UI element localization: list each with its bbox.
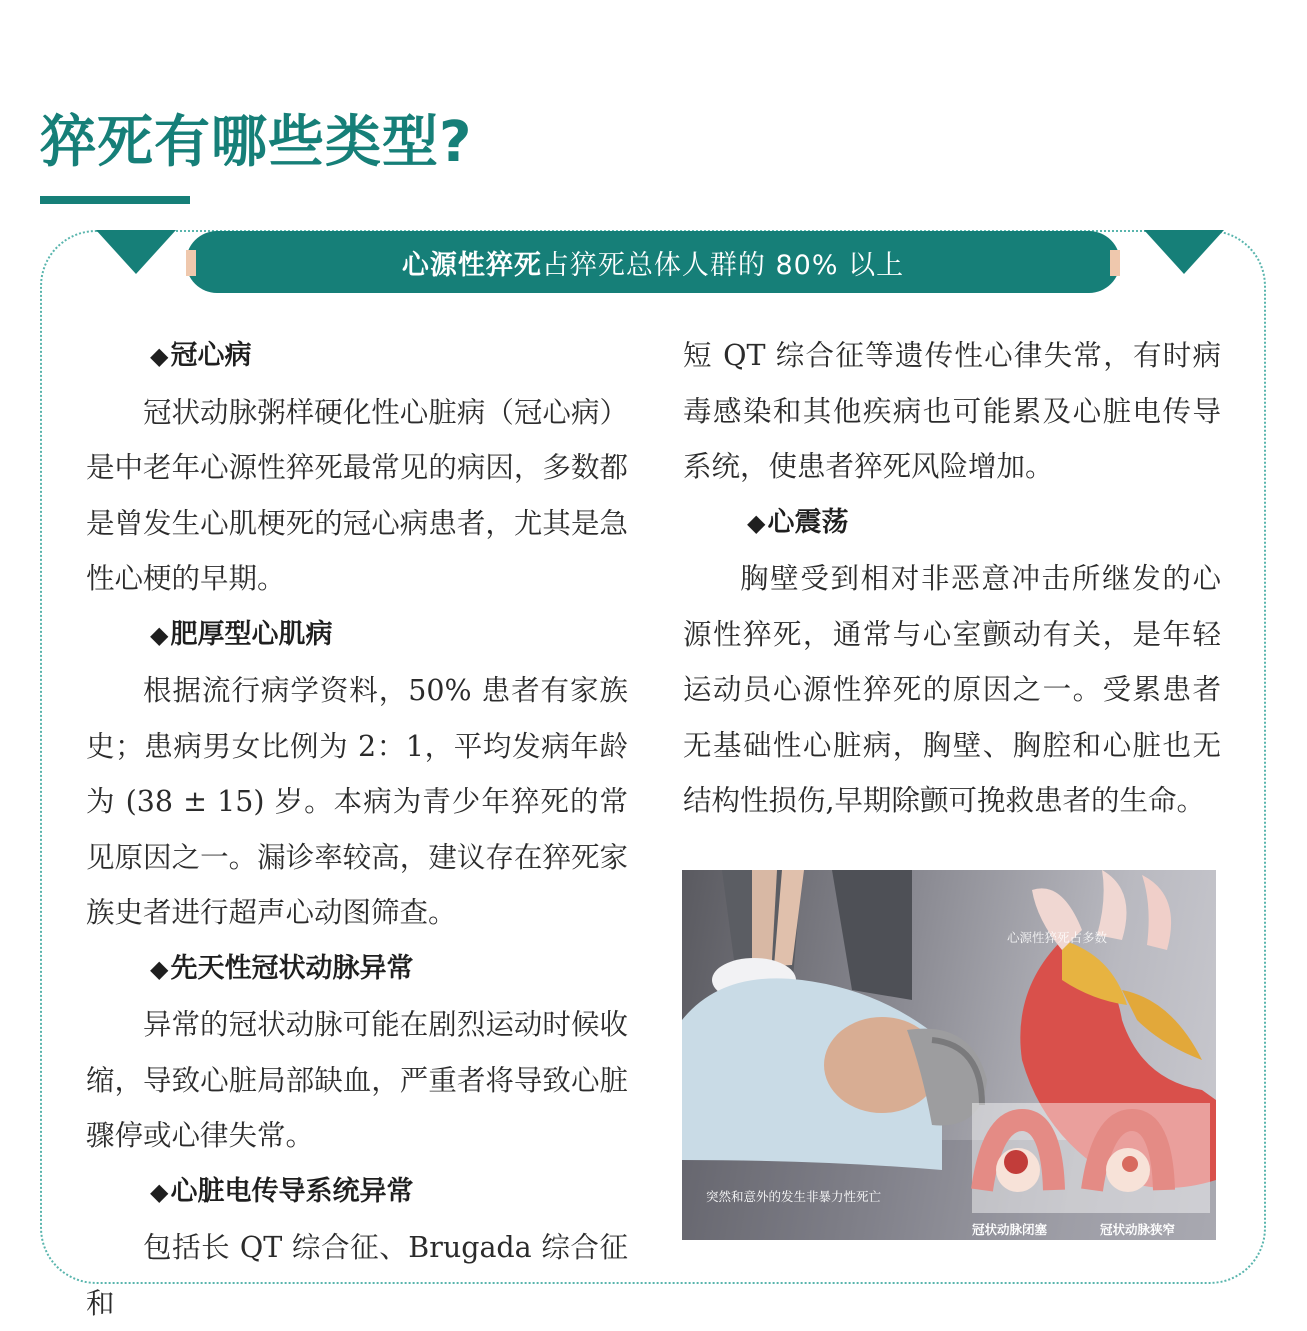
banner-emphasis: 心源性猝死 bbox=[401, 249, 542, 281]
right-column bbox=[683, 328, 1221, 829]
section-paragraph: 冠状动脉粥样硬化性心脏病（冠心病）是中老年心源性猝死最常见的病因，多数都是曾发生心肌梗死的冠心病患者，尤其是急性心梗的早期。 bbox=[86, 395, 628, 595]
banner-tab-right bbox=[1110, 250, 1120, 276]
banner-tab-left bbox=[186, 250, 196, 276]
section-paragraph: 胸壁受到相对非恶意冲击所继发的心源性猝死，通常与心室颤动有关，是年轻运动员心源性猝死的原因之一。受累患者无基础性心脏病，胸壁、胸腔和心脏也无结构性损伤,早期除颤可挽救患者的生命。 bbox=[683, 562, 1221, 817]
diamond-bullet-icon: ◆ bbox=[747, 508, 766, 537]
illustration-art bbox=[682, 870, 1216, 1240]
title-underline bbox=[40, 196, 190, 204]
section-paragraph: 根据流行病学资料，50% 患者有家族史；患病男女比例为 2：1，平均发病年龄为 (38 ± 15) 岁。本病为青少年猝死的常见原因之一。漏诊率较高，建议存在猝死家族史者进行超声心动图筛查。 bbox=[86, 674, 628, 929]
section-heading: ◆心脏电传导系统异常 bbox=[150, 1175, 414, 1207]
figure-label-main: 突然和意外的发生非暴力性死亡 bbox=[706, 1189, 882, 1204]
section-heading: ◆冠心病 bbox=[150, 340, 252, 371]
figure-label-top: 心源性猝死占多数 bbox=[1007, 930, 1108, 945]
section-paragraph: 异常的冠状动脉可能在剧烈运动时候收缩，导致心脏局部缺血，严重者将导致心脏骤停或心律失常。 bbox=[86, 1008, 628, 1152]
triangle-left-icon bbox=[96, 230, 176, 274]
section-paragraph-continued: 短 QT 综合征等遗传性心律失常，有时病毒感染和其他疾病也可能累及心脏电传导系统，使患者猝死风险增加。 bbox=[683, 339, 1221, 483]
banner-text: 占猝死总体人群的 80% 以上 bbox=[541, 249, 905, 281]
diamond-bullet-icon: ◆ bbox=[150, 954, 169, 983]
page-title: 猝死有哪些类型? bbox=[40, 110, 473, 175]
diamond-bullet-icon: ◆ bbox=[150, 620, 169, 649]
section-paragraph: 包括长 QT 综合征、Brugada 综合征和 bbox=[86, 1231, 628, 1320]
diamond-bullet-icon: ◆ bbox=[150, 342, 169, 370]
section-heading: ◆心震荡 bbox=[747, 506, 849, 538]
illustration-cpr-heart bbox=[682, 870, 1216, 1240]
section-heading: ◆肥厚型心肌病 bbox=[150, 618, 333, 650]
section-banner bbox=[186, 231, 1120, 293]
section-heading: ◆先天性冠状动脉异常 bbox=[150, 952, 414, 984]
left-column bbox=[86, 328, 628, 1331]
figure-label-occlusion: 冠状动脉闭塞 bbox=[972, 1222, 1048, 1237]
figure-label-stenosis: 冠状动脉狭窄 bbox=[1100, 1222, 1176, 1237]
diamond-bullet-icon: ◆ bbox=[150, 1177, 169, 1206]
triangle-right-icon bbox=[1144, 230, 1224, 274]
